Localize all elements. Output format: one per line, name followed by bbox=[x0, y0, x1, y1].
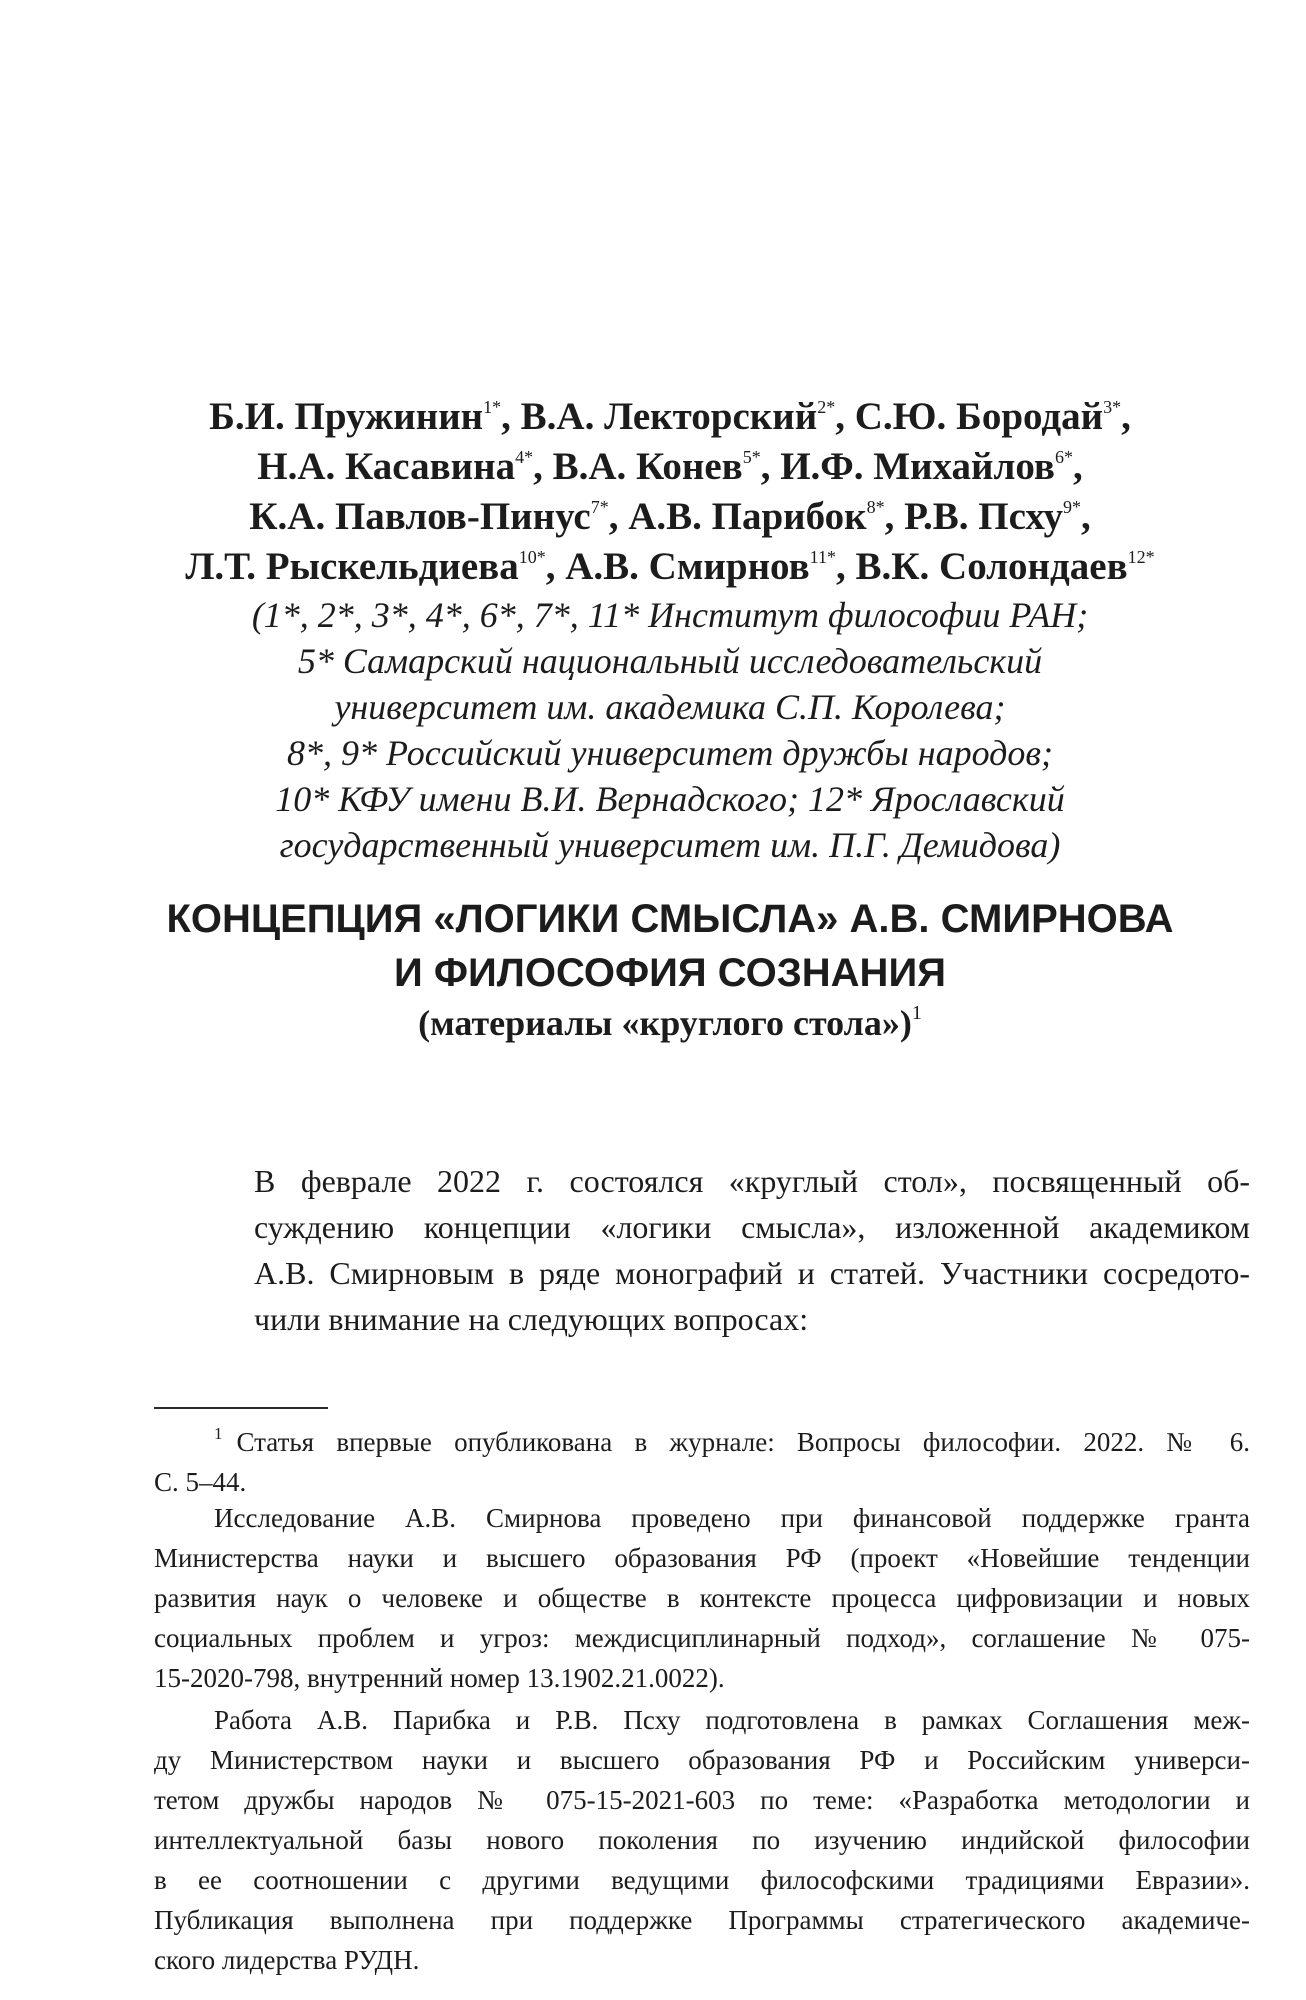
author-name: А.В. Парибок bbox=[628, 495, 867, 538]
footnote-1 bbox=[154, 1422, 1250, 1502]
footnote-line: интеллектуальной базы нового поколения по изучению индийской философии bbox=[154, 1825, 1250, 1855]
author-name: А.В. Смирнов bbox=[565, 545, 810, 588]
abstract-line: суждению концепции «логики смысла», изложенной академиком bbox=[254, 1209, 1250, 1245]
separator: , bbox=[835, 545, 856, 588]
author-line-2 bbox=[150, 442, 1190, 492]
affiliation-line: университет им. академика С.П. Королева; bbox=[334, 687, 1006, 727]
author-line-4 bbox=[150, 542, 1190, 592]
footnote-line: Публикация выполнена при поддержке Программы стратегического академиче- bbox=[154, 1905, 1250, 1935]
footnote-line: тетом дружбы народов № 075-15-2021-603 по теме: «Разработка методологии и bbox=[154, 1785, 1250, 1815]
author-name: Н.А. Касавина bbox=[257, 445, 516, 488]
affiliation-mark: 8* bbox=[866, 497, 885, 517]
affiliation-mark: 4* bbox=[515, 447, 534, 467]
footnote-divider bbox=[154, 1407, 328, 1409]
separator: , bbox=[501, 395, 521, 438]
article-title bbox=[140, 892, 1200, 1000]
abstract bbox=[254, 1158, 1250, 1342]
footnote-line: Министерства науки и высшего образования РФ (проект «Новейшие тенденции bbox=[154, 1543, 1250, 1573]
author-name: Р.В. Псху bbox=[904, 495, 1063, 538]
affiliation-line: 8*, 9* Российский университет дружбы народов; bbox=[287, 733, 1053, 773]
footnote-line: Исследование А.В. Смирнова проведено при финансовой поддержке гранта bbox=[214, 1503, 1250, 1533]
footnote-line: ду Министерством науки и высшего образования РФ и Российским универси- bbox=[154, 1745, 1250, 1775]
footnote-line: в ее соотношении с другими ведущими философскими традициями Евразии». bbox=[154, 1865, 1250, 1895]
affiliation-mark: 1* bbox=[483, 397, 502, 417]
affiliation-mark: 5* bbox=[742, 447, 761, 467]
author-line-3 bbox=[150, 492, 1190, 542]
title-line-2: И ФИЛОСОФИЯ СОЗНАНИЯ bbox=[394, 951, 946, 995]
affiliation-line: (1*, 2*, 3*, 4*, 6*, 7*, 11* Институт философии РАН; bbox=[251, 595, 1089, 635]
separator: , bbox=[533, 445, 553, 488]
separator: , bbox=[1121, 395, 1131, 438]
author-name: В.А. Лекторский bbox=[520, 395, 818, 438]
subtitle-text: (материалы «круглого стола») bbox=[418, 1003, 912, 1043]
separator: , bbox=[835, 395, 855, 438]
abstract-line: В феврале 2022 г. состоялся «круглый стол», посвященный об- bbox=[254, 1163, 1250, 1199]
separator: , bbox=[608, 495, 629, 538]
article-subtitle bbox=[150, 1000, 1190, 1046]
author-name: Б.И. Пружинин bbox=[209, 395, 484, 438]
footnote-ref-mark: 1 bbox=[911, 1002, 922, 1024]
separator: , bbox=[1072, 445, 1083, 488]
affiliation-mark: 2* bbox=[817, 397, 836, 417]
author-name: К.А. Павлов-Пинус bbox=[249, 495, 591, 538]
author-name: В.А. Конев bbox=[552, 445, 743, 488]
footnote-line: С. 5–44. bbox=[154, 1467, 247, 1497]
affiliation-mark: 7* bbox=[590, 497, 609, 517]
affiliation-mark: 3* bbox=[1103, 397, 1122, 417]
abstract-line: А.В. Смирновым в ряде монографий и статей. Участники сосредото- bbox=[254, 1255, 1250, 1291]
footnote-line bbox=[154, 1422, 1250, 1462]
footnote-text: Статья впервые опубликована в журнале: Вопросы философии. 2022. № 6. bbox=[236, 1427, 1250, 1457]
author-name: С.Ю. Бородай bbox=[854, 395, 1104, 438]
author-list bbox=[150, 392, 1190, 592]
author-name: В.К. Солондаев bbox=[855, 545, 1128, 588]
footnote-mark: 1 bbox=[214, 1424, 223, 1443]
title-line-1: КОНЦЕПЦИЯ «ЛОГИКИ СМЫСЛА» А.В. СМИРНОВА bbox=[166, 897, 1174, 941]
affiliation-mark: 6* bbox=[1054, 447, 1073, 467]
separator: , bbox=[545, 545, 566, 588]
affiliation-line: 10* КФУ имени В.И. Вернадского; 12* Ярославский bbox=[275, 779, 1065, 819]
author-line-1 bbox=[150, 392, 1190, 442]
affiliations bbox=[150, 592, 1190, 868]
affiliation-mark: 9* bbox=[1062, 497, 1081, 517]
abstract-line: чили внимание на следующих вопросах: bbox=[254, 1301, 809, 1337]
footnote-line: 15-2020-798, внутренний номер 13.1902.21.0022). bbox=[154, 1663, 725, 1693]
footnote-line: ского лидерства РУДН. bbox=[154, 1945, 420, 1975]
footnote-line: Работа А.В. Парибка и Р.В. Псху подготовлена в рамках Соглашения меж- bbox=[214, 1705, 1250, 1735]
affiliation-mark: 12* bbox=[1127, 547, 1155, 567]
author-name: И.Ф. Михайлов bbox=[780, 445, 1055, 488]
separator: , bbox=[884, 495, 905, 538]
footnote-line: развития наук о человеке и обществе в контексте процесса цифровизации и новых bbox=[154, 1583, 1250, 1613]
footnote-line: социальных проблем и угроз: междисциплинарный подход», соглашение № 075- bbox=[154, 1623, 1250, 1653]
affiliation-line: 5* Самарский национальный исследовательский bbox=[297, 641, 1043, 681]
separator: , bbox=[760, 445, 781, 488]
affiliation-line: государственный университет им. П.Г. Демидова) bbox=[279, 825, 1061, 865]
affiliation-mark: 10* bbox=[518, 547, 546, 567]
affiliation-mark: 11* bbox=[809, 547, 836, 567]
separator: , bbox=[1080, 495, 1091, 538]
author-name: Л.Т. Рыскельдиева bbox=[185, 545, 519, 588]
footnote-grant-smirnov bbox=[154, 1498, 1250, 1698]
footnote-grant-paribok bbox=[154, 1700, 1250, 1980]
